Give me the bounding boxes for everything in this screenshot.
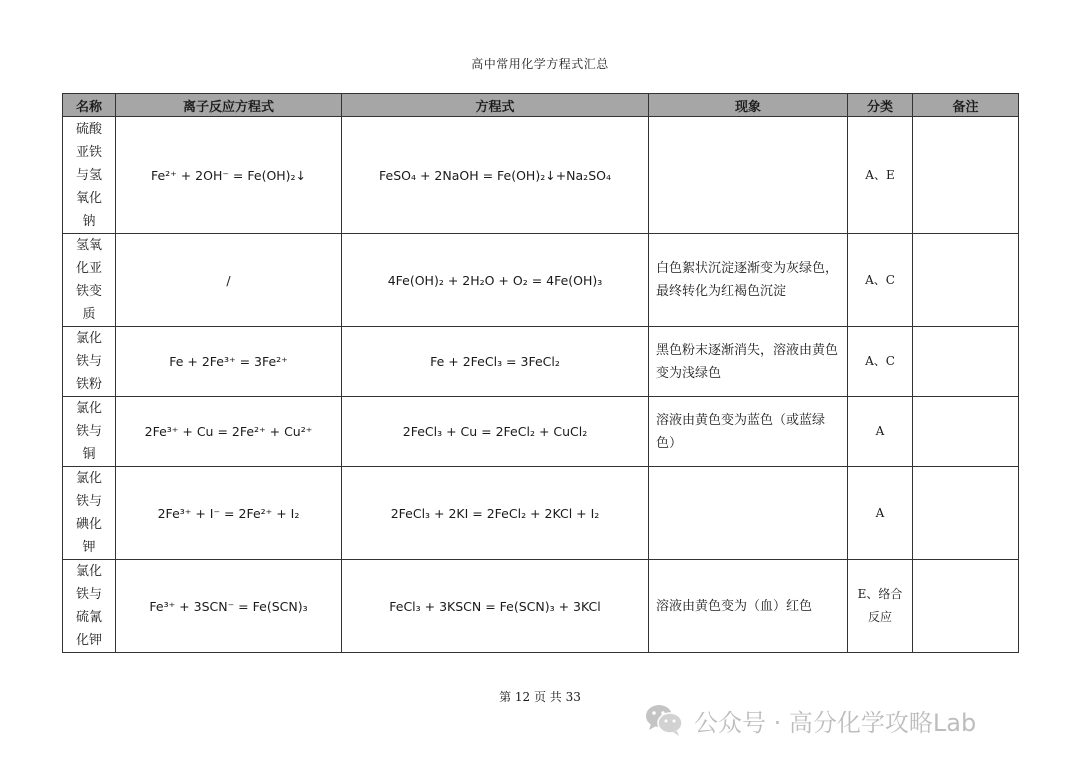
- name-line: 质: [82, 307, 96, 322]
- phenomenon: 白色絮状沉淀逐渐变为灰绿色，最终转化为红褐色沉淀: [649, 234, 848, 327]
- phenomenon: [649, 467, 848, 560]
- ionic-equation: Fe²⁺ + 2OH⁻ = Fe(OH)₂↓: [116, 117, 342, 234]
- header-name: 名称: [63, 94, 116, 117]
- chemical-equation: 2FeCl₃ + Cu = 2FeCl₂ + CuCl₂: [342, 397, 649, 467]
- chemical-equation: 2FeCl₃ + 2KI = 2FeCl₂ + 2KCl + I₂: [342, 467, 649, 560]
- name-line: 硫氰: [75, 610, 102, 625]
- note: [913, 117, 1019, 234]
- ionic-equation: /: [116, 234, 342, 327]
- header-category: 分类: [848, 94, 913, 117]
- category: A: [848, 467, 913, 560]
- note: [913, 560, 1019, 653]
- table-row: [63, 234, 1019, 327]
- page-number: 第 12 页 共 33: [499, 690, 581, 704]
- chemical-equation: 4Fe(OH)₂ + 2H₂O + O₂ = 4Fe(OH)₃: [342, 234, 649, 327]
- reaction-name: [63, 467, 116, 560]
- ionic-equation: Fe³⁺ + 3SCN⁻ = Fe(SCN)₃: [116, 560, 342, 653]
- phenomenon: 黑色粉末逐渐消失，溶液由黄色变为浅绿色: [649, 327, 848, 397]
- category: A: [848, 397, 913, 467]
- name-line: 氯化: [75, 401, 102, 416]
- name-line: 铁变: [75, 284, 102, 299]
- reaction-name: [63, 327, 116, 397]
- ionic-equation: Fe + 2Fe³⁺ = 3Fe²⁺: [116, 327, 342, 397]
- header-ionic-equation: 离子反应方程式: [116, 94, 342, 117]
- name-line: 氯化: [75, 564, 102, 579]
- note: [913, 467, 1019, 560]
- name-line: 化亚: [75, 261, 102, 276]
- reaction-name: [63, 117, 116, 234]
- table-row: [63, 467, 1019, 560]
- table-row: [63, 327, 1019, 397]
- note: [913, 327, 1019, 397]
- name-line: 硫酸: [75, 121, 102, 137]
- chemical-equation: FeSO₄ + 2NaOH = Fe(OH)₂↓+Na₂SO₄: [342, 117, 649, 234]
- name-line: 铁与: [75, 424, 102, 439]
- name-line: 氯化: [75, 471, 102, 486]
- header-equation: 方程式: [342, 94, 649, 117]
- reaction-name: [63, 234, 116, 327]
- header-phenomenon: 现象: [649, 94, 848, 117]
- name-line: 铜: [82, 447, 96, 462]
- ionic-equation: 2Fe³⁺ + I⁻ = 2Fe²⁺ + I₂: [116, 467, 342, 560]
- phenomenon: 溶液由黄色变为（血）红色: [649, 560, 848, 653]
- name-line: 钠: [82, 213, 96, 229]
- reaction-name: [63, 560, 116, 653]
- chemical-equation: FeCl₃ + 3KSCN = Fe(SCN)₃ + 3KCl: [342, 560, 649, 653]
- table-row: [63, 560, 1019, 653]
- header-note: 备注: [913, 94, 1019, 117]
- name-line: 氧化: [75, 190, 102, 206]
- note: [913, 397, 1019, 467]
- reaction-name: [63, 397, 116, 467]
- name-line: 铁与: [75, 587, 102, 602]
- ionic-equation: 2Fe³⁺ + Cu = 2Fe²⁺ + Cu²⁺: [116, 397, 342, 467]
- category: A、C: [848, 327, 913, 397]
- name-line: 亚铁: [75, 144, 102, 160]
- watermark: [644, 702, 976, 738]
- name-line: 铁与: [75, 494, 102, 509]
- name-line: 钾: [82, 540, 96, 555]
- note: [913, 234, 1019, 327]
- table-row: [63, 397, 1019, 467]
- equation-table: [62, 93, 1019, 653]
- wechat-icon: [644, 703, 684, 737]
- category: E、络合反应: [848, 560, 913, 653]
- phenomenon: [649, 117, 848, 234]
- name-line: 铁粉: [75, 377, 102, 392]
- table-header-row: [63, 94, 1019, 117]
- document-title: 高中常用化学方程式汇总: [471, 57, 609, 71]
- table-row: [63, 117, 1019, 234]
- name-line: 化钾: [75, 633, 102, 648]
- watermark-text: 公众号 · 高分化学攻略Lab: [694, 708, 977, 737]
- name-line: 氯化: [75, 331, 102, 346]
- name-line: 碘化: [75, 517, 102, 532]
- category: A、E: [848, 117, 913, 234]
- category: A、C: [848, 234, 913, 327]
- name-line: 与氢: [75, 167, 102, 183]
- chemical-equation: Fe + 2FeCl₃ = 3FeCl₂: [342, 327, 649, 397]
- name-line: 铁与: [75, 354, 102, 369]
- phenomenon: 溶液由黄色变为蓝色（或蓝绿色）: [649, 397, 848, 467]
- name-line: 氢氧: [75, 238, 102, 253]
